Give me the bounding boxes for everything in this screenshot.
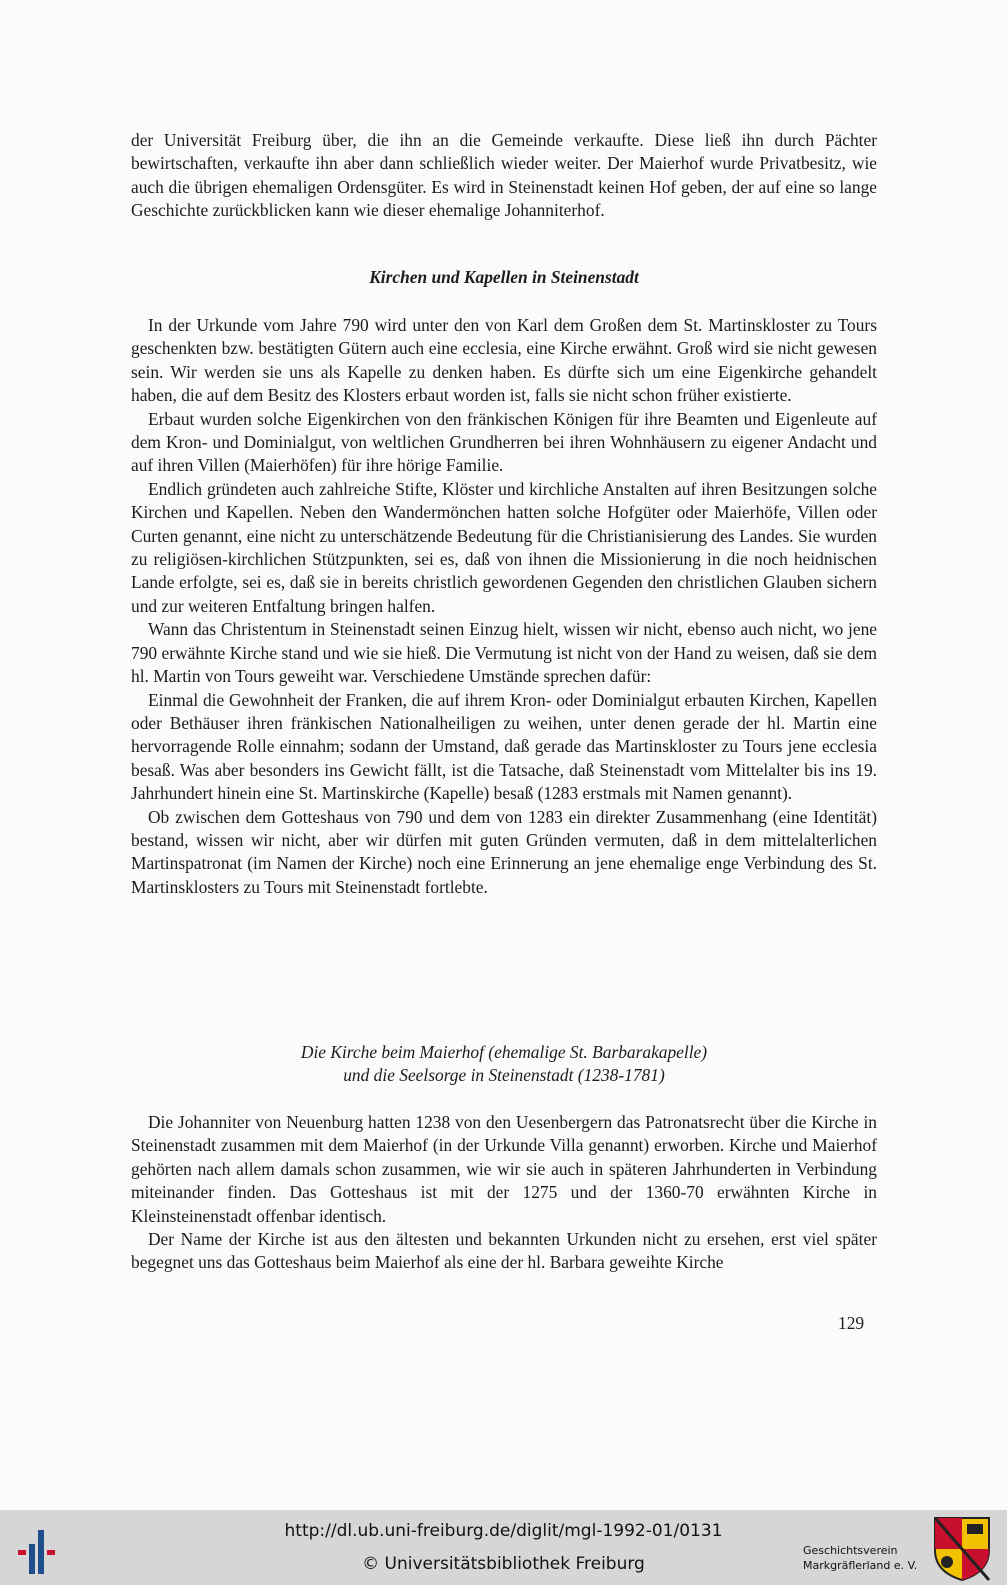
society-crest-icon[interactable] <box>933 1516 991 1582</box>
copyright-text: © Universitätsbibliothek Freiburg <box>362 1554 645 1574</box>
paragraph: Einmal die Gewohnheit der Franken, die auf ihrem Kron- oder Dominialgut erbauten Kirchen, Kapellen oder Bethäuser ihren fränkischen Nationalheiligen zu weihen, unter denen gerade der hl. Martin eine hervorragende Rolle einnahm; sodann der Umstand, daß gerade das Martinskloster zu Tours jene ecclesia besaß. Was aber besonders ins Gewicht fällt, ist die Tatsache, daß Steinenstadt vom Mittelalter bis ins 19. Jahrhundert hinein eine St. Martinskirche (Kapelle) besaß (1283 erstmals mit Namen genannt). <box>131 689 877 804</box>
section-heading-line: und die Seelsorge in Steinenstadt (1238-1781) <box>343 1065 665 1086</box>
paragraph: Erbaut wurden solche Eigenkirchen von den fränkischen Königen für ihre Beamten und Eigenleute auf dem Kron- und Dominialgut, von weltlichen Grundherren bei ihren Wohnhäusern zu eigener Andacht und auf ihren Villen (Maierhöfen) für ihre hörige Familie. <box>131 408 877 476</box>
section-maierhof-body <box>131 1111 877 1275</box>
viewer-footer <box>0 1510 1007 1585</box>
section-churches-body <box>131 314 877 899</box>
paragraph: In der Urkunde vom Jahre 790 wird unter den von Karl dem Großen dem St. Martinskloster zu Tours geschenkten bzw. bestätigten Gütern auch eine ecclesia, eine Kirche erwähnt. Groß wird sie nicht gewesen sein. Wir werden sie uns als Kapelle zu denken haben. Es dürfte sich um eine Eigenkirche gehandelt haben, die auf dem Besitz des Klosters erbaut worden ist, falls sie nicht schon früher existierte. <box>131 315 877 406</box>
paragraph: Der Name der Kirche ist aus den ältesten und bekannten Urkunden nicht zu ersehen, erst viel später begegnet uns das Gotteshaus beim Maierhof als eine der hl. Barbara geweihte Kirche <box>131 1229 877 1273</box>
society-name <box>803 1543 929 1573</box>
paragraph: Endlich gründeten auch zahlreiche Stifte, Klöster und kirchliche Anstalten auf ihren Besitzungen solche Kirchen und Kapellen. Neben den Wandermönchen hatten solche Hofgüter oder Maierhöfe, Villen oder Curten genannt, eine nicht zu unterschätzende Bedeutung für die Christianisierung des Landes. Sie wurden zu religiösen-kirchlichen Stützpunkten, sei es, daß von ihnen die Missionierung in die noch heidnischen Lande erfolgte, sei es, daß sie in bereits christlich gewordenen Gegenden den christlichen Glauben sichern und zur weiteren Entfaltung bringen halfen. <box>131 478 877 616</box>
section-heading-maierhof <box>131 1041 877 1088</box>
intro-block <box>131 129 877 223</box>
intro-paragraph: der Universität Freiburg über, die ihn an die Gemeinde verkaufte. Diese ließ ihn durch Pächter bewirtschaften, verkaufte ihn aber dann schließlich wieder weiter. Der Maierhof wurde Privatbesitz, wie auch die übrigen ehemaligen Ordensgüter. Es wird in Steinenstadt keinen Hof geben, der auf eine so lange Geschichte zurückblicken kann wie dieser ehemalige Johanniterhof. <box>131 130 877 221</box>
permalink-url[interactable]: http://dl.ub.uni-freiburg.de/diglit/mgl-1992-01/0131 <box>284 1521 723 1541</box>
paragraph: Die Johanniter von Neuenburg hatten 1238 von den Uesenbergern das Patronatsrecht über die Kirche in Steinenstadt zusammen mit dem Maierhof (in der Urkunde Villa genannt) erworben. Kirche und Maierhof gehörten nach allem damals schon zusammen, wie wir sie auch in späteren Jahrhunderten in Verbindung miteinander finden. Das Gotteshaus ist mit der 1275 und der 1360-70 erwähnten Kirche in Kleinsteinenstadt offenbar identisch. <box>131 1112 877 1226</box>
page-number: 129 <box>838 1313 865 1333</box>
paragraph: Wann das Christentum in Steinenstadt seinen Einzug hielt, wissen wir nicht, ebenso auch nicht, wo jene 790 erwähnte Kirche stand und wie sie hieß. Die Vermutung ist nicht von der Hand zu weisen, daß sie dem hl. Martin von Tours geweiht war. Verschiedene Umstände sprechen dafür: <box>131 619 877 687</box>
society-name-line: Geschichtsverein <box>803 1544 898 1557</box>
section-heading-line: Die Kirche beim Maierhof (ehemalige St. Barbarakapelle) <box>300 1042 708 1062</box>
paragraph: Ob zwischen dem Gotteshaus von 790 und dem von 1283 ein direkter Zusammenhang (eine Identität) bestand, wissen wir nicht, aber wir dürfen mit guten Gründen vermuten, daß in dem mittelalterlichen Martinspatronat (im Namen der Kirche) noch eine Erinnerung an jene ehemalige enge Verbindung des St. Martinsklosters zu Tours mit Steinenstadt fortlebte. <box>131 806 877 897</box>
society-name-line: Markgräflerland e. V. <box>803 1559 918 1572</box>
section-heading-churches: Kirchen und Kapellen in Steinenstadt <box>369 267 639 287</box>
